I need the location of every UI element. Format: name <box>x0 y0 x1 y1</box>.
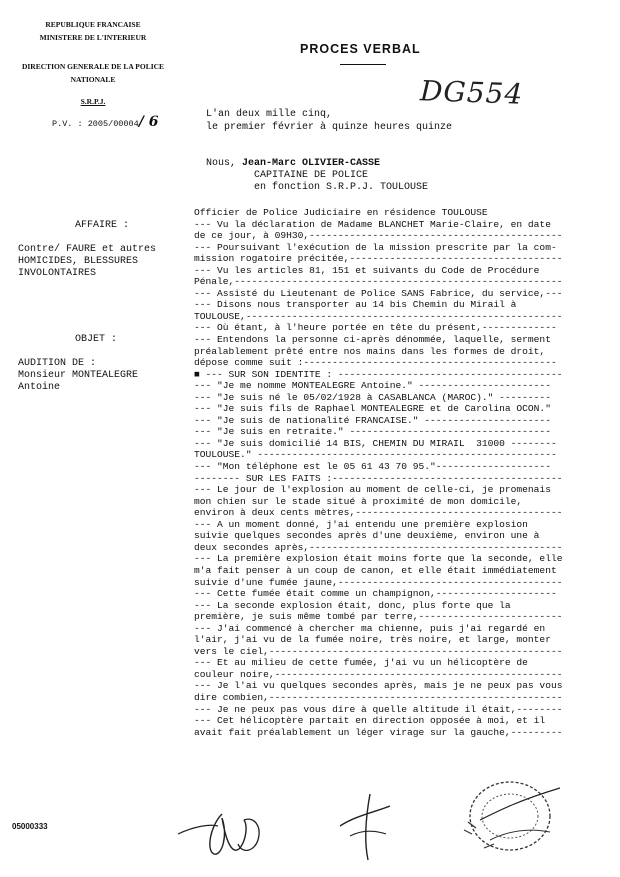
statement-line: couleur noire,-------------------------------------------------- <box>194 668 563 680</box>
statement-line: --- Cet hélicoptère partait en direction opposée à moi, et il <box>194 715 546 727</box>
statement-line: --- "Mon téléphone est le 05 61 43 70 95."-------------------- <box>194 461 551 473</box>
officer-prefix: Nous, <box>206 158 243 169</box>
objet-heading: OBJET : <box>75 334 118 345</box>
statement-line: environ à deux cents mètres,------------------------------------ <box>194 507 563 519</box>
statement-line: dépose comme suit :-------------------------------------------- <box>194 357 557 369</box>
header-republique: REPUBLIQUE FRANCAISE <box>45 20 141 29</box>
statement-line: --- Le jour de l'explosion au moment de celle-ci, je promenais <box>194 484 551 496</box>
statement-line: l'air, j'ai vu de la fumée noire, très noire, et large, monter <box>194 634 551 646</box>
statement-line: dire combien,--------------------------------------------------- <box>194 691 563 703</box>
footer-code: 05000333 <box>12 822 48 831</box>
officer-function: en fonction S.R.P.J. TOULOUSE <box>254 182 429 193</box>
statement-line: préalablement prêté entre nos mains dans les formes de droit, <box>194 345 546 357</box>
statement-line: --- "Je suis domicilié 14 BIS, CHEMIN DU MIRAIL 31000 -------- <box>194 437 557 449</box>
statement-line: --- La première explosion était moins forte que la seconde, elle <box>194 553 563 565</box>
handwritten-stamp-number: DG554 <box>419 74 524 111</box>
header-srpj: S.R.P.J. <box>80 97 106 106</box>
statement-line: --- Je l'ai vu quelques secondes après, mais je ne peux pas vous <box>194 680 563 692</box>
statement-line: m'a fait penser à un coup de canon, et elle était immédiatement <box>194 564 557 576</box>
statement-line: vers le ciel,--------------------------------------------------- <box>194 645 563 657</box>
pv-handwritten: / 6 <box>138 114 159 130</box>
header-left <box>8 18 178 108</box>
statement-line: -------- SUR LES FAITS :---------------------------------------- <box>194 472 563 484</box>
statement-line: Pénale,--------------------------------------------------------- <box>194 276 563 288</box>
page-title: PROCES VERBAL <box>300 42 421 56</box>
objet-text: AUDITION DE : Monsieur MONTEALEGRE Antoine <box>18 358 139 393</box>
statement-line: --- Entendons la personne ci-après dénommée, laquelle, serment <box>194 334 551 346</box>
statement-line: --- Vu la déclaration de Madame BLANCHET Marie-Claire, en date <box>194 218 551 230</box>
statement-line: première, je suis même tombé par terre,------------------------- <box>194 611 563 623</box>
statement-line: --- "Je suis fils de Raphael MONTEALEGRE et de Carolina OCON." <box>194 403 551 415</box>
police-stamp-icon <box>450 770 580 860</box>
statement-line: --- Poursuivant l'exécution de la mission prescrite par la com- <box>194 241 557 253</box>
statement-line: --- Assisté du Lieutenant de Police SANS Fabrice, du service,--- <box>194 287 563 299</box>
statement-line: de ce jour, à 09H30,-------------------------------------------- <box>194 230 563 242</box>
statement-line: --- Vu les articles 81, 151 et suivants du Code de Procédure <box>194 264 540 276</box>
header-ministere: MINISTERE DE L'INTERIEUR <box>39 33 147 42</box>
officer-block <box>206 158 428 194</box>
statement-line: TOULOUSE." ---------------------------------------------------- <box>194 449 557 461</box>
statement-line: --- "Je suis né le 05/02/1928 à CASABLANCA (MAROC)." --------- <box>194 391 551 403</box>
statement-line: avait fait préalablement un léger virage sur la gauche,--------- <box>194 726 563 738</box>
statement-line: --- Je ne peux pas vous dire à quelle altitude il était,-------- <box>194 703 563 715</box>
affaire-text: Contre/ FAURE et autres HOMICIDES, BLESSURES INVOLONTAIRES <box>18 244 157 279</box>
statement-line: TOULOUSE,------------------------------------------------------- <box>194 310 563 322</box>
statement-line: mission rogatoire précitée,------------------------------------- <box>194 253 563 265</box>
statement-line: suivie quelques secondes après d'une deuxième, environ une à <box>194 530 540 542</box>
officer-rank: CAPITAINE DE POLICE <box>254 170 369 181</box>
statement-line: --- Et au milieu de cette fumée, j'ai vu un hélicoptère de <box>194 657 528 669</box>
signature-middle-icon <box>330 786 410 866</box>
statement-line: Officier de Police Judiciaire en résidence TOULOUSE <box>194 207 488 218</box>
statement-line: suivie d'une fumée jaune,--------------------------------------- <box>194 576 563 588</box>
statement-line: --- Cette fumée était comme un champignon,--------------------- <box>194 588 557 600</box>
statement-line: --- La seconde explosion était, donc, plus forte que la <box>194 599 511 611</box>
statement-line: ■ --- SUR SON IDENTITE : --------------------------------------- <box>194 368 563 380</box>
statement-line: --- "Je suis en retraite." ----------------------------------- <box>194 426 551 438</box>
statement-line: --- "Je suis de nationalité FRANCAISE." ---------------------- <box>194 414 551 426</box>
statement-line: mon chien sur le stade situé à proximité de mon domicile, <box>194 495 523 507</box>
affaire-heading: AFFAIRE : <box>75 220 130 231</box>
header-direction: DIRECTION GENERALE DE LA POLICE NATIONALE <box>21 62 165 84</box>
statement-line: --- "Je me nomme MONTEALEGRE Antoine." ----------------------- <box>194 380 551 392</box>
statement-line: --- J'ai commencé à chercher ma chienne, puis j'ai regardé en <box>194 622 546 634</box>
title-underline <box>340 64 386 65</box>
date-lines: L'an deux mille cinq, le premier février à quinze heures quinze <box>206 109 453 133</box>
pv-number <box>52 114 158 130</box>
statement-line: deux secondes après,-------------------------------------------- <box>194 541 563 553</box>
statement-body <box>194 207 610 738</box>
statement-line: --- A un moment donné, j'ai entendu une première explosion <box>194 518 528 530</box>
statement-line: --- Où étant, à l'heure portée en tête du présent,------------- <box>194 322 557 334</box>
pv-label: P.V. : 2005/00004 <box>52 119 139 129</box>
statement-line: --- Disons nous transporter au 14 bis Chemin du Mirail à <box>194 299 517 311</box>
signature-left-icon <box>170 796 280 866</box>
officer-name: Jean-Marc OLIVIER-CASSE <box>242 158 381 169</box>
